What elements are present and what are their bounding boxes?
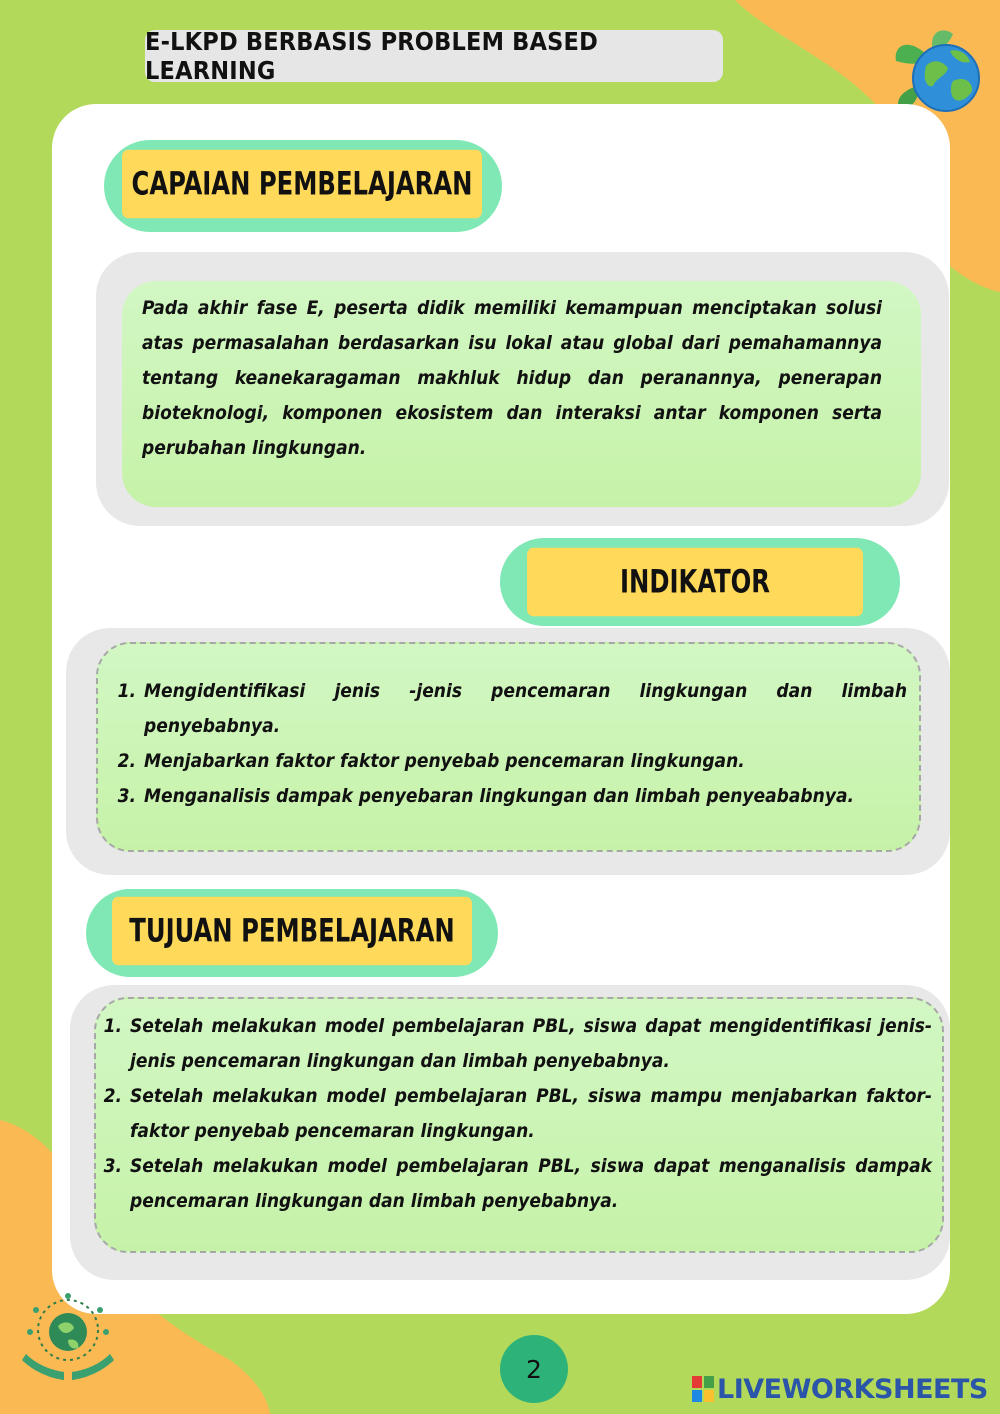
- indikator-box: [96, 642, 921, 852]
- indikator-list: [98, 674, 907, 814]
- tujuan-box: [94, 997, 944, 1253]
- tujuan-list: [96, 1009, 932, 1219]
- capaian-text: Pada akhir fase E, peserta didik memiliki kemampuan menciptakan solusi atas permasalahan berdasarkan isu lokal atau global dari pemahamannya tentang keanekaragaman makhluk hidup dan peranannya, penerapan bioteknologi, komponen ekosistem dan interaksi antar komponen serta perubahan lingkungan.: [142, 297, 882, 459]
- indikator-item-2: 2. Menjabarkan faktor faktor penyebab pencemaran lingkungan.: [142, 744, 907, 779]
- tujuan-item-1: 1. Setelah melakukan model pembelajaran PBL, siswa dapat mengidentifikasi jenis-jenis pencemaran lingkungan dan limbah penyebabnya.: [128, 1009, 932, 1079]
- tujuan-item-2: 2. Setelah melakukan model pembelajaran PBL, siswa mampu menjabarkan faktor-faktor penyebab pencemaran lingkungan.: [128, 1079, 932, 1149]
- tujuan-heading: TUJUAN PEMBELAJARAN: [112, 897, 472, 965]
- indikator-item-3: 3. Menganalisis dampak penyebaran lingkungan dan limbah penyeababnya.: [142, 779, 907, 814]
- hands-earth-icon: [16, 1292, 120, 1388]
- liveworksheets-text: LIVEWORKSHEETS: [717, 1373, 988, 1405]
- page-number: 2: [500, 1335, 568, 1403]
- liveworksheets-logo-icon: [692, 1376, 714, 1402]
- capaian-box: [122, 281, 921, 507]
- tujuan-item-3: 3. Setelah melakukan model pembelajaran PBL, siswa dapat menganalisis dampak pencemaran lingkungan dan limbah penyebabnya.: [128, 1149, 932, 1219]
- indikator-heading: INDIKATOR: [527, 548, 863, 616]
- document-header: E-LKPD BERBASIS PROBLEM BASED LEARNING: [145, 30, 723, 82]
- capaian-heading: CAPAIAN PEMBELAJARAN: [122, 150, 482, 218]
- globe-leaves-icon: [888, 26, 988, 116]
- indikator-item-1: 1. Mengidentifikasi jenis -jenis pencemaran lingkungan dan limbah penyebabnya.: [142, 674, 907, 744]
- liveworksheets-brand: [692, 1373, 988, 1405]
